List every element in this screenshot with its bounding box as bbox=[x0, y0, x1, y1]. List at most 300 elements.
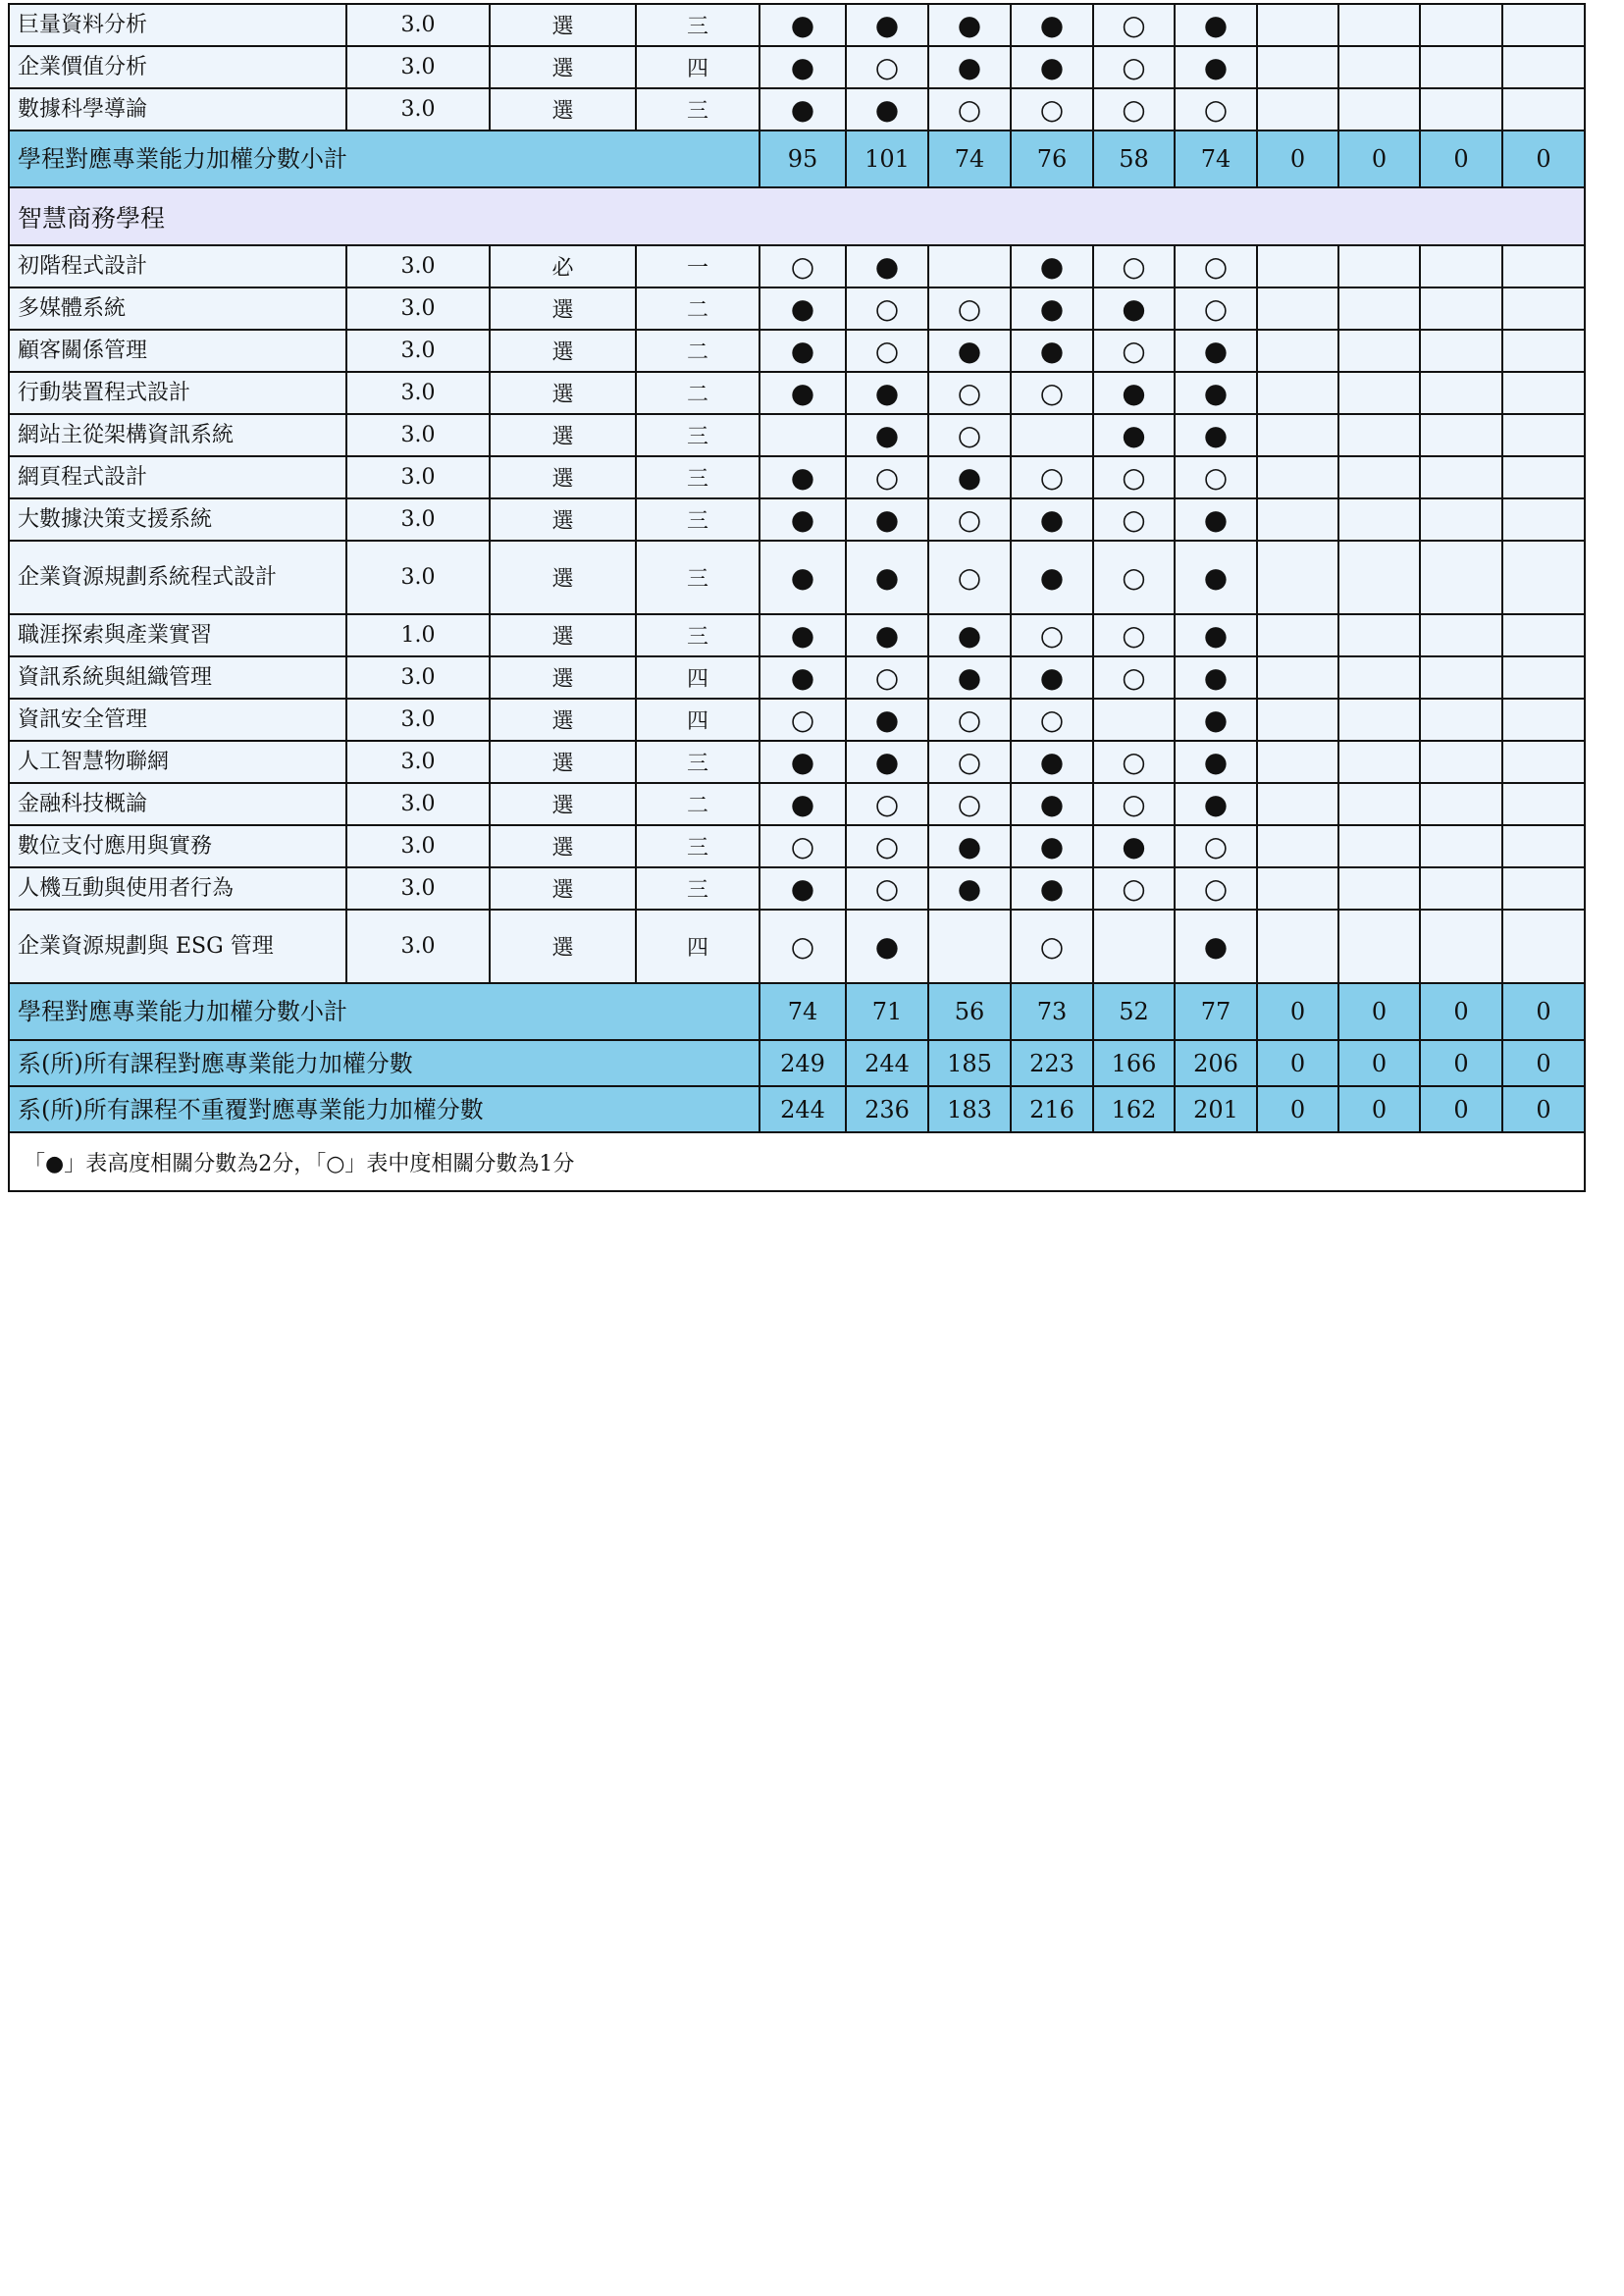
course-row bbox=[9, 783, 1585, 825]
high-relevance-mark: ● bbox=[1011, 656, 1093, 699]
course-type: 選 bbox=[490, 867, 636, 910]
empty-cell bbox=[1257, 330, 1338, 372]
empty-cell bbox=[1502, 414, 1585, 456]
empty-cell bbox=[1338, 456, 1420, 498]
course-row bbox=[9, 699, 1585, 741]
score-value: 76 bbox=[1011, 130, 1093, 187]
medium-relevance-mark: ○ bbox=[1093, 245, 1175, 287]
empty-cell bbox=[1338, 867, 1420, 910]
empty-cell bbox=[1338, 414, 1420, 456]
high-relevance-mark: ● bbox=[760, 330, 846, 372]
score-value: 0 bbox=[1257, 983, 1338, 1040]
high-relevance-mark: ● bbox=[846, 245, 928, 287]
empty-cell bbox=[1338, 4, 1420, 46]
empty-cell bbox=[1257, 4, 1338, 46]
high-relevance-mark: ● bbox=[1011, 4, 1093, 46]
score-value: 0 bbox=[1338, 1086, 1420, 1132]
score-value: 249 bbox=[760, 1040, 846, 1086]
course-type: 選 bbox=[490, 4, 636, 46]
high-relevance-mark: ● bbox=[1093, 372, 1175, 414]
empty-cell bbox=[1338, 614, 1420, 656]
department-total-row bbox=[9, 1040, 1585, 1086]
medium-relevance-mark: ○ bbox=[1175, 825, 1257, 867]
high-relevance-mark: ● bbox=[1011, 541, 1093, 614]
score-value: 162 bbox=[1093, 1086, 1175, 1132]
high-relevance-mark: ● bbox=[760, 4, 846, 46]
empty-cell bbox=[1420, 330, 1502, 372]
course-name: 數據科學導論 bbox=[9, 88, 346, 130]
course-credits: 3.0 bbox=[346, 88, 490, 130]
medium-relevance-mark: ○ bbox=[1011, 614, 1093, 656]
medium-relevance-mark: ○ bbox=[928, 541, 1011, 614]
course-year: 三 bbox=[636, 867, 760, 910]
course-row bbox=[9, 88, 1585, 130]
high-relevance-mark: ● bbox=[846, 699, 928, 741]
course-row bbox=[9, 741, 1585, 783]
empty-cell bbox=[1257, 656, 1338, 699]
score-value: 0 bbox=[1257, 1040, 1338, 1086]
program-title: 智慧商務學程 bbox=[9, 187, 1585, 245]
course-row bbox=[9, 614, 1585, 656]
empty-cell bbox=[1338, 498, 1420, 541]
high-relevance-mark: ● bbox=[1093, 414, 1175, 456]
empty-cell bbox=[1257, 456, 1338, 498]
course-year: 四 bbox=[636, 910, 760, 983]
empty-cell bbox=[1502, 699, 1585, 741]
high-relevance-mark: ● bbox=[760, 614, 846, 656]
high-relevance-mark: ● bbox=[1175, 498, 1257, 541]
course-name: 金融科技概論 bbox=[9, 783, 346, 825]
score-value: 216 bbox=[1011, 1086, 1093, 1132]
empty-cell bbox=[1338, 245, 1420, 287]
high-relevance-mark: ● bbox=[928, 825, 1011, 867]
score-value: 74 bbox=[760, 983, 846, 1040]
score-value: 0 bbox=[1420, 130, 1502, 187]
course-type: 選 bbox=[490, 414, 636, 456]
medium-relevance-mark: ○ bbox=[1175, 245, 1257, 287]
course-type: 選 bbox=[490, 825, 636, 867]
empty-cell bbox=[1502, 88, 1585, 130]
course-type: 選 bbox=[490, 656, 636, 699]
medium-relevance-mark: ○ bbox=[1093, 456, 1175, 498]
score-value: 58 bbox=[1093, 130, 1175, 187]
course-row bbox=[9, 456, 1585, 498]
course-name: 企業資源規劃與 ESG 管理 bbox=[9, 910, 346, 983]
high-relevance-mark: ● bbox=[1011, 245, 1093, 287]
course-name: 初階程式設計 bbox=[9, 245, 346, 287]
medium-relevance-mark: ○ bbox=[1093, 88, 1175, 130]
empty-cell bbox=[1502, 4, 1585, 46]
course-row bbox=[9, 372, 1585, 414]
high-relevance-mark: ● bbox=[1093, 287, 1175, 330]
empty-cell bbox=[1502, 287, 1585, 330]
high-relevance-mark: ● bbox=[846, 910, 928, 983]
empty-cell bbox=[1420, 245, 1502, 287]
empty-cell bbox=[1502, 46, 1585, 88]
high-relevance-mark: ● bbox=[846, 88, 928, 130]
high-relevance-mark: ● bbox=[846, 498, 928, 541]
empty-cell bbox=[1338, 88, 1420, 130]
course-credits: 3.0 bbox=[346, 699, 490, 741]
course-credits: 3.0 bbox=[346, 825, 490, 867]
score-value: 0 bbox=[1502, 1040, 1585, 1086]
empty-cell bbox=[1420, 867, 1502, 910]
high-relevance-mark: ● bbox=[1175, 910, 1257, 983]
empty-cell bbox=[1257, 46, 1338, 88]
score-value: 0 bbox=[1338, 983, 1420, 1040]
course-year: 四 bbox=[636, 656, 760, 699]
medium-relevance-mark: ○ bbox=[928, 414, 1011, 456]
course-credits: 1.0 bbox=[346, 614, 490, 656]
high-relevance-mark: ● bbox=[760, 88, 846, 130]
empty-cell bbox=[1420, 88, 1502, 130]
high-relevance-mark: ● bbox=[760, 456, 846, 498]
empty-cell bbox=[1502, 245, 1585, 287]
row-label: 學程對應專業能力加權分數小計 bbox=[9, 130, 760, 187]
score-value: 0 bbox=[1502, 130, 1585, 187]
score-value: 74 bbox=[1175, 130, 1257, 187]
high-relevance-mark: ● bbox=[1011, 783, 1093, 825]
empty-cell bbox=[1257, 741, 1338, 783]
course-type: 選 bbox=[490, 614, 636, 656]
score-value: 185 bbox=[928, 1040, 1011, 1086]
course-credits: 3.0 bbox=[346, 741, 490, 783]
course-type: 選 bbox=[490, 372, 636, 414]
high-relevance-mark: ● bbox=[1093, 825, 1175, 867]
empty-cell bbox=[1420, 699, 1502, 741]
course-credits: 3.0 bbox=[346, 414, 490, 456]
empty-cell bbox=[1257, 825, 1338, 867]
course-credits: 3.0 bbox=[346, 656, 490, 699]
course-name: 數位支付應用與實務 bbox=[9, 825, 346, 867]
course-name: 資訊安全管理 bbox=[9, 699, 346, 741]
high-relevance-mark: ● bbox=[760, 741, 846, 783]
course-type: 選 bbox=[490, 46, 636, 88]
empty-cell bbox=[1502, 825, 1585, 867]
medium-relevance-mark: ○ bbox=[1093, 867, 1175, 910]
course-year: 二 bbox=[636, 783, 760, 825]
score-value: 73 bbox=[1011, 983, 1093, 1040]
medium-relevance-mark: ○ bbox=[846, 287, 928, 330]
legend-row bbox=[9, 1132, 1585, 1191]
course-row bbox=[9, 245, 1585, 287]
score-value: 95 bbox=[760, 130, 846, 187]
course-year: 三 bbox=[636, 414, 760, 456]
high-relevance-mark: ● bbox=[1175, 614, 1257, 656]
high-relevance-mark: ● bbox=[1175, 372, 1257, 414]
course-row bbox=[9, 910, 1585, 983]
empty-cell bbox=[1257, 245, 1338, 287]
high-relevance-mark: ● bbox=[928, 46, 1011, 88]
score-value: 244 bbox=[760, 1086, 846, 1132]
competency-mapping-table bbox=[8, 3, 1586, 1192]
row-label: 學程對應專業能力加權分數小計 bbox=[9, 983, 760, 1040]
score-value: 0 bbox=[1420, 1086, 1502, 1132]
course-year: 四 bbox=[636, 699, 760, 741]
medium-relevance-mark: ○ bbox=[928, 783, 1011, 825]
empty-cell bbox=[1502, 498, 1585, 541]
medium-relevance-mark: ○ bbox=[1093, 4, 1175, 46]
high-relevance-mark: ● bbox=[760, 867, 846, 910]
course-name: 大數據決策支援系統 bbox=[9, 498, 346, 541]
medium-relevance-mark: ○ bbox=[760, 699, 846, 741]
empty-cell bbox=[1502, 330, 1585, 372]
empty-cell bbox=[1502, 456, 1585, 498]
high-relevance-mark: ● bbox=[928, 656, 1011, 699]
medium-relevance-mark: ○ bbox=[928, 498, 1011, 541]
course-row bbox=[9, 46, 1585, 88]
empty-cell bbox=[1338, 46, 1420, 88]
course-name: 巨量資料分析 bbox=[9, 4, 346, 46]
medium-relevance-mark: ○ bbox=[1011, 88, 1093, 130]
high-relevance-mark: ● bbox=[760, 287, 846, 330]
empty-cell bbox=[1420, 783, 1502, 825]
high-relevance-mark: ● bbox=[846, 414, 928, 456]
high-relevance-mark: ● bbox=[760, 498, 846, 541]
high-relevance-mark: ● bbox=[1011, 287, 1093, 330]
medium-relevance-mark: ○ bbox=[1011, 456, 1093, 498]
high-relevance-mark: ● bbox=[846, 372, 928, 414]
course-row bbox=[9, 867, 1585, 910]
high-relevance-mark: ● bbox=[760, 783, 846, 825]
medium-relevance-mark: ○ bbox=[1093, 741, 1175, 783]
score-value: 0 bbox=[1338, 130, 1420, 187]
high-relevance-mark: ● bbox=[1011, 498, 1093, 541]
high-relevance-mark: ● bbox=[760, 372, 846, 414]
empty-cell bbox=[1257, 498, 1338, 541]
high-relevance-mark: ● bbox=[1175, 414, 1257, 456]
empty-cell bbox=[1420, 46, 1502, 88]
high-relevance-mark: ● bbox=[1011, 330, 1093, 372]
course-year: 三 bbox=[636, 614, 760, 656]
high-relevance-mark: ● bbox=[928, 330, 1011, 372]
score-value: 0 bbox=[1420, 1040, 1502, 1086]
medium-relevance-mark: ○ bbox=[1093, 541, 1175, 614]
medium-relevance-mark: ○ bbox=[1093, 614, 1175, 656]
course-row bbox=[9, 330, 1585, 372]
empty-cell bbox=[1420, 4, 1502, 46]
empty-cell bbox=[1257, 910, 1338, 983]
empty-cell bbox=[1420, 614, 1502, 656]
score-value: 101 bbox=[846, 130, 928, 187]
medium-relevance-mark: ○ bbox=[846, 46, 928, 88]
course-name: 企業價值分析 bbox=[9, 46, 346, 88]
course-name: 人機互動與使用者行為 bbox=[9, 867, 346, 910]
high-relevance-mark: ● bbox=[928, 867, 1011, 910]
empty-cell bbox=[1257, 783, 1338, 825]
course-type: 選 bbox=[490, 910, 636, 983]
course-name: 人工智慧物聯網 bbox=[9, 741, 346, 783]
empty-cell bbox=[1502, 910, 1585, 983]
empty-cell bbox=[1420, 498, 1502, 541]
course-type: 選 bbox=[490, 330, 636, 372]
program-subtotal-row bbox=[9, 130, 1585, 187]
score-value: 77 bbox=[1175, 983, 1257, 1040]
high-relevance-mark: ● bbox=[1011, 46, 1093, 88]
course-name: 顧客關係管理 bbox=[9, 330, 346, 372]
empty-cell bbox=[1257, 287, 1338, 330]
course-credits: 3.0 bbox=[346, 456, 490, 498]
medium-relevance-mark: ○ bbox=[846, 783, 928, 825]
empty-cell bbox=[1338, 656, 1420, 699]
course-row bbox=[9, 414, 1585, 456]
score-value: 71 bbox=[846, 983, 928, 1040]
high-relevance-mark: ● bbox=[846, 614, 928, 656]
empty-cell bbox=[1338, 783, 1420, 825]
empty-cell bbox=[1338, 330, 1420, 372]
row-label: 系(所)所有課程對應專業能力加權分數 bbox=[9, 1040, 760, 1086]
high-relevance-mark: ● bbox=[760, 46, 846, 88]
empty-cell bbox=[1338, 825, 1420, 867]
high-relevance-mark: ● bbox=[1011, 867, 1093, 910]
high-relevance-mark: ● bbox=[846, 541, 928, 614]
course-row bbox=[9, 656, 1585, 699]
high-relevance-mark: ● bbox=[760, 541, 846, 614]
medium-relevance-mark: ○ bbox=[1175, 88, 1257, 130]
high-relevance-mark: ● bbox=[1175, 330, 1257, 372]
score-value: 0 bbox=[1502, 983, 1585, 1040]
score-value: 166 bbox=[1093, 1040, 1175, 1086]
empty-cell bbox=[1257, 414, 1338, 456]
medium-relevance-mark: ○ bbox=[1011, 910, 1093, 983]
department-total-row bbox=[9, 1086, 1585, 1132]
high-relevance-mark: ● bbox=[846, 4, 928, 46]
course-credits: 3.0 bbox=[346, 4, 490, 46]
medium-relevance-mark: ○ bbox=[1093, 330, 1175, 372]
empty-cell bbox=[1257, 541, 1338, 614]
course-credits: 3.0 bbox=[346, 867, 490, 910]
empty-cell bbox=[1257, 699, 1338, 741]
course-year: 三 bbox=[636, 456, 760, 498]
medium-relevance-mark: ○ bbox=[1093, 656, 1175, 699]
empty-cell bbox=[1420, 372, 1502, 414]
empty-mark-cell bbox=[1093, 699, 1175, 741]
empty-cell bbox=[1338, 287, 1420, 330]
empty-cell bbox=[1257, 372, 1338, 414]
medium-relevance-mark: ○ bbox=[928, 741, 1011, 783]
score-value: 206 bbox=[1175, 1040, 1257, 1086]
empty-cell bbox=[1420, 541, 1502, 614]
course-year: 三 bbox=[636, 498, 760, 541]
medium-relevance-mark: ○ bbox=[1175, 867, 1257, 910]
course-name: 網頁程式設計 bbox=[9, 456, 346, 498]
medium-relevance-mark: ○ bbox=[1093, 46, 1175, 88]
course-year: 三 bbox=[636, 741, 760, 783]
empty-cell bbox=[1420, 456, 1502, 498]
high-relevance-mark: ● bbox=[1175, 4, 1257, 46]
course-type: 選 bbox=[490, 699, 636, 741]
empty-cell bbox=[1502, 614, 1585, 656]
score-value: 0 bbox=[1257, 1086, 1338, 1132]
empty-mark-cell bbox=[928, 245, 1011, 287]
score-value: 0 bbox=[1420, 983, 1502, 1040]
course-row bbox=[9, 825, 1585, 867]
score-value: 0 bbox=[1338, 1040, 1420, 1086]
legend-note: 「●」表高度相關分數為2分，「○」表中度相關分數為1分 bbox=[9, 1132, 1585, 1191]
empty-cell bbox=[1338, 541, 1420, 614]
empty-cell bbox=[1257, 614, 1338, 656]
course-row bbox=[9, 541, 1585, 614]
course-type: 選 bbox=[490, 498, 636, 541]
empty-cell bbox=[1420, 656, 1502, 699]
course-name: 網站主從架構資訊系統 bbox=[9, 414, 346, 456]
medium-relevance-mark: ○ bbox=[760, 825, 846, 867]
medium-relevance-mark: ○ bbox=[928, 699, 1011, 741]
high-relevance-mark: ● bbox=[928, 4, 1011, 46]
course-name: 行動裝置程式設計 bbox=[9, 372, 346, 414]
course-year: 三 bbox=[636, 825, 760, 867]
course-row bbox=[9, 287, 1585, 330]
medium-relevance-mark: ○ bbox=[846, 656, 928, 699]
high-relevance-mark: ● bbox=[1011, 741, 1093, 783]
empty-cell bbox=[1338, 699, 1420, 741]
score-value: 56 bbox=[928, 983, 1011, 1040]
course-year: 二 bbox=[636, 287, 760, 330]
empty-cell bbox=[1420, 741, 1502, 783]
high-relevance-mark: ● bbox=[1175, 741, 1257, 783]
high-relevance-mark: ● bbox=[1175, 783, 1257, 825]
course-name: 企業資源規劃系統程式設計 bbox=[9, 541, 346, 614]
course-name: 多媒體系統 bbox=[9, 287, 346, 330]
course-year: 三 bbox=[636, 4, 760, 46]
high-relevance-mark: ● bbox=[1175, 699, 1257, 741]
program-subtotal-row bbox=[9, 983, 1585, 1040]
score-value: 236 bbox=[846, 1086, 928, 1132]
empty-mark-cell bbox=[928, 910, 1011, 983]
empty-cell bbox=[1338, 372, 1420, 414]
high-relevance-mark: ● bbox=[928, 456, 1011, 498]
high-relevance-mark: ● bbox=[1175, 46, 1257, 88]
course-name: 職涯探索與產業實習 bbox=[9, 614, 346, 656]
medium-relevance-mark: ○ bbox=[1093, 783, 1175, 825]
score-value: 244 bbox=[846, 1040, 928, 1086]
course-credits: 3.0 bbox=[346, 372, 490, 414]
empty-cell bbox=[1502, 541, 1585, 614]
high-relevance-mark: ● bbox=[1175, 541, 1257, 614]
medium-relevance-mark: ○ bbox=[760, 245, 846, 287]
course-year: 四 bbox=[636, 46, 760, 88]
empty-cell bbox=[1420, 910, 1502, 983]
course-name: 資訊系統與組織管理 bbox=[9, 656, 346, 699]
empty-mark-cell bbox=[1011, 414, 1093, 456]
course-credits: 3.0 bbox=[346, 783, 490, 825]
empty-cell bbox=[1502, 867, 1585, 910]
empty-mark-cell bbox=[1093, 910, 1175, 983]
empty-cell bbox=[1257, 867, 1338, 910]
high-relevance-mark: ● bbox=[928, 614, 1011, 656]
course-type: 選 bbox=[490, 88, 636, 130]
medium-relevance-mark: ○ bbox=[1011, 372, 1093, 414]
course-year: 二 bbox=[636, 330, 760, 372]
empty-cell bbox=[1502, 741, 1585, 783]
empty-cell bbox=[1257, 88, 1338, 130]
course-type: 必 bbox=[490, 245, 636, 287]
medium-relevance-mark: ○ bbox=[1175, 456, 1257, 498]
course-type: 選 bbox=[490, 456, 636, 498]
course-credits: 3.0 bbox=[346, 245, 490, 287]
empty-cell bbox=[1420, 825, 1502, 867]
row-label: 系(所)所有課程不重覆對應專業能力加權分數 bbox=[9, 1086, 760, 1132]
score-value: 52 bbox=[1093, 983, 1175, 1040]
empty-cell bbox=[1502, 783, 1585, 825]
course-type: 選 bbox=[490, 783, 636, 825]
score-value: 0 bbox=[1502, 1086, 1585, 1132]
course-type: 選 bbox=[490, 741, 636, 783]
course-row bbox=[9, 4, 1585, 46]
empty-cell bbox=[1420, 414, 1502, 456]
high-relevance-mark: ● bbox=[846, 741, 928, 783]
medium-relevance-mark: ○ bbox=[1175, 287, 1257, 330]
